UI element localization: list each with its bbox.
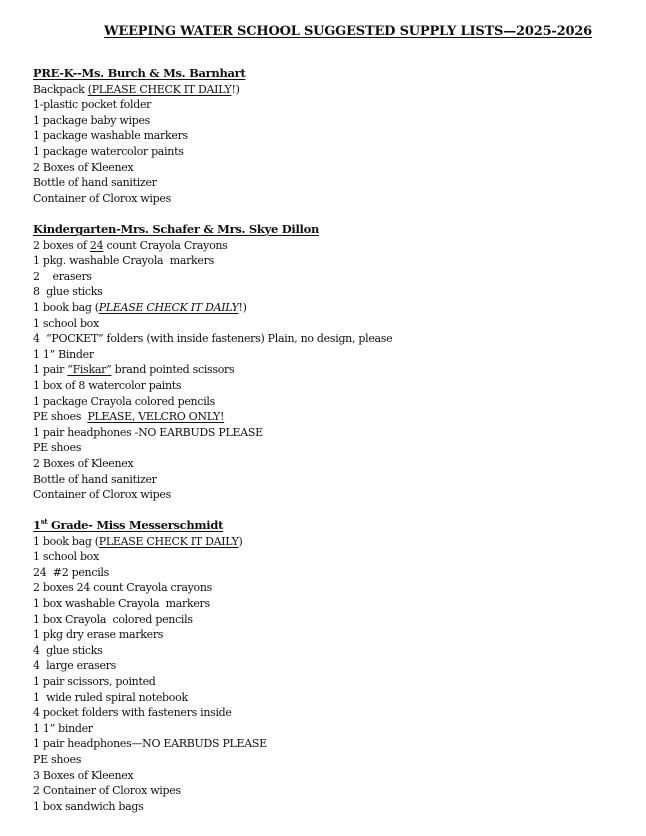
item-text: )	[238, 534, 243, 548]
list-item	[33, 300, 633, 316]
list-item: 2 Boxes of Kleenex	[33, 160, 134, 174]
list-item: 2 Container of Clorox wipes	[33, 784, 181, 798]
list-item	[33, 362, 633, 378]
heading-superscript: st	[40, 517, 48, 527]
supply-list	[33, 238, 633, 503]
section-heading: Kindergarten-Mrs. Schafer & Mrs. Skye Dillon	[33, 222, 320, 236]
list-item: 1 school box	[33, 550, 99, 564]
item-emphasis: PLEASE CHECK IT DAILY	[98, 534, 239, 548]
item-text: count Crayola Crayons	[103, 238, 228, 252]
list-item: 1 box of 8 watercolor paints	[33, 378, 182, 392]
list-item: Bottle of hand sanitizer	[33, 176, 157, 190]
list-item: 4 “POCKET” folders (with inside fasteners) Plain, no design, please	[33, 332, 393, 346]
list-item: 1 wide ruled spiral notebook	[33, 690, 188, 704]
heading-number: 1	[33, 518, 41, 532]
list-item: 1 school box	[33, 316, 99, 330]
list-item: 3 Boxes of Kleenex	[33, 768, 134, 782]
list-item: 4 glue sticks	[33, 643, 103, 657]
item-text: 2 boxes of	[33, 238, 90, 252]
item-text: !)	[238, 300, 247, 314]
list-item	[33, 534, 633, 550]
list-item: 8 glue sticks	[33, 285, 103, 299]
list-item: Container of Clorox wipes	[33, 488, 171, 502]
list-item: 1 box washable Crayola markers	[33, 596, 210, 610]
list-item: 1 1” binder	[33, 721, 93, 735]
list-item: 1 pkg. washable Crayola markers	[33, 254, 214, 268]
item-emphasis: 24	[89, 238, 104, 252]
supply-list	[33, 534, 633, 815]
list-item: 4 large erasers	[33, 659, 116, 673]
heading-text: Grade- Miss Messerschmidt	[47, 518, 224, 532]
section-prek	[33, 66, 633, 206]
list-item: PE shoes	[33, 752, 82, 766]
item-text: brand pointed scissors	[111, 363, 235, 377]
list-item: 1 pair headphones—NO EARBUDS PLEASE	[33, 737, 267, 751]
list-item	[33, 409, 633, 425]
list-item: 2 erasers	[33, 269, 92, 283]
section-kindergarten	[33, 222, 633, 503]
item-text: PE shoes	[33, 410, 88, 424]
section-heading	[33, 518, 633, 534]
list-item: 1 pkg dry erase markers	[33, 628, 164, 642]
list-item: 1 package washable markers	[33, 129, 188, 143]
item-text: 1 book bag (	[33, 534, 99, 548]
list-item: 4 pocket folders with fasteners inside	[33, 706, 232, 720]
list-item: 1 package Crayola colored pencils	[33, 394, 215, 408]
item-text: Backpack	[33, 82, 88, 96]
list-item: 1 box Crayola colored pencils	[33, 612, 193, 626]
item-emphasis: PLEASE, VELCRO ONLY!	[87, 410, 225, 424]
list-item: 2 Boxes of Kleenex	[33, 456, 134, 470]
list-item: PE shoes	[33, 441, 82, 455]
list-item: Bottle of hand sanitizer	[33, 472, 157, 486]
supply-list	[33, 82, 633, 207]
section-first-grade	[33, 518, 633, 814]
list-item: 2 boxes 24 count Crayola crayons	[33, 581, 212, 595]
list-item: Container of Clorox wipes	[33, 191, 171, 205]
item-emphasis: (PLEASE CHECK IT DAILY	[87, 82, 232, 96]
list-item: 24 #2 pencils	[33, 565, 109, 579]
item-emphasis: “Fiskar”	[67, 363, 112, 377]
item-text: 1 book bag (	[33, 300, 99, 314]
list-item: 1 box sandwich bags	[33, 799, 144, 813]
list-item: 1 pair scissors, pointed	[33, 674, 156, 688]
list-item: 1-plastic pocket folder	[33, 98, 152, 112]
list-item: 1 1” Binder	[33, 347, 94, 361]
item-text: 1 pair	[33, 363, 68, 377]
list-item: 1 package baby wipes	[33, 113, 151, 127]
list-item	[33, 82, 633, 98]
section-heading: PRE-K--Ms. Burch & Ms. Barnhart	[33, 66, 246, 80]
item-text: !)	[231, 82, 240, 96]
list-item: 1 package watercolor paints	[33, 144, 184, 158]
page-title: WEEPING WATER SCHOOL SUGGESTED SUPPLY LISTS—2025-2026	[103, 24, 592, 39]
list-item	[33, 238, 633, 254]
item-emphasis-italic: PLEASE CHECK IT DAILY	[98, 300, 239, 314]
list-item: 1 pair headphones -NO EARBUDS PLEASE	[33, 425, 263, 439]
